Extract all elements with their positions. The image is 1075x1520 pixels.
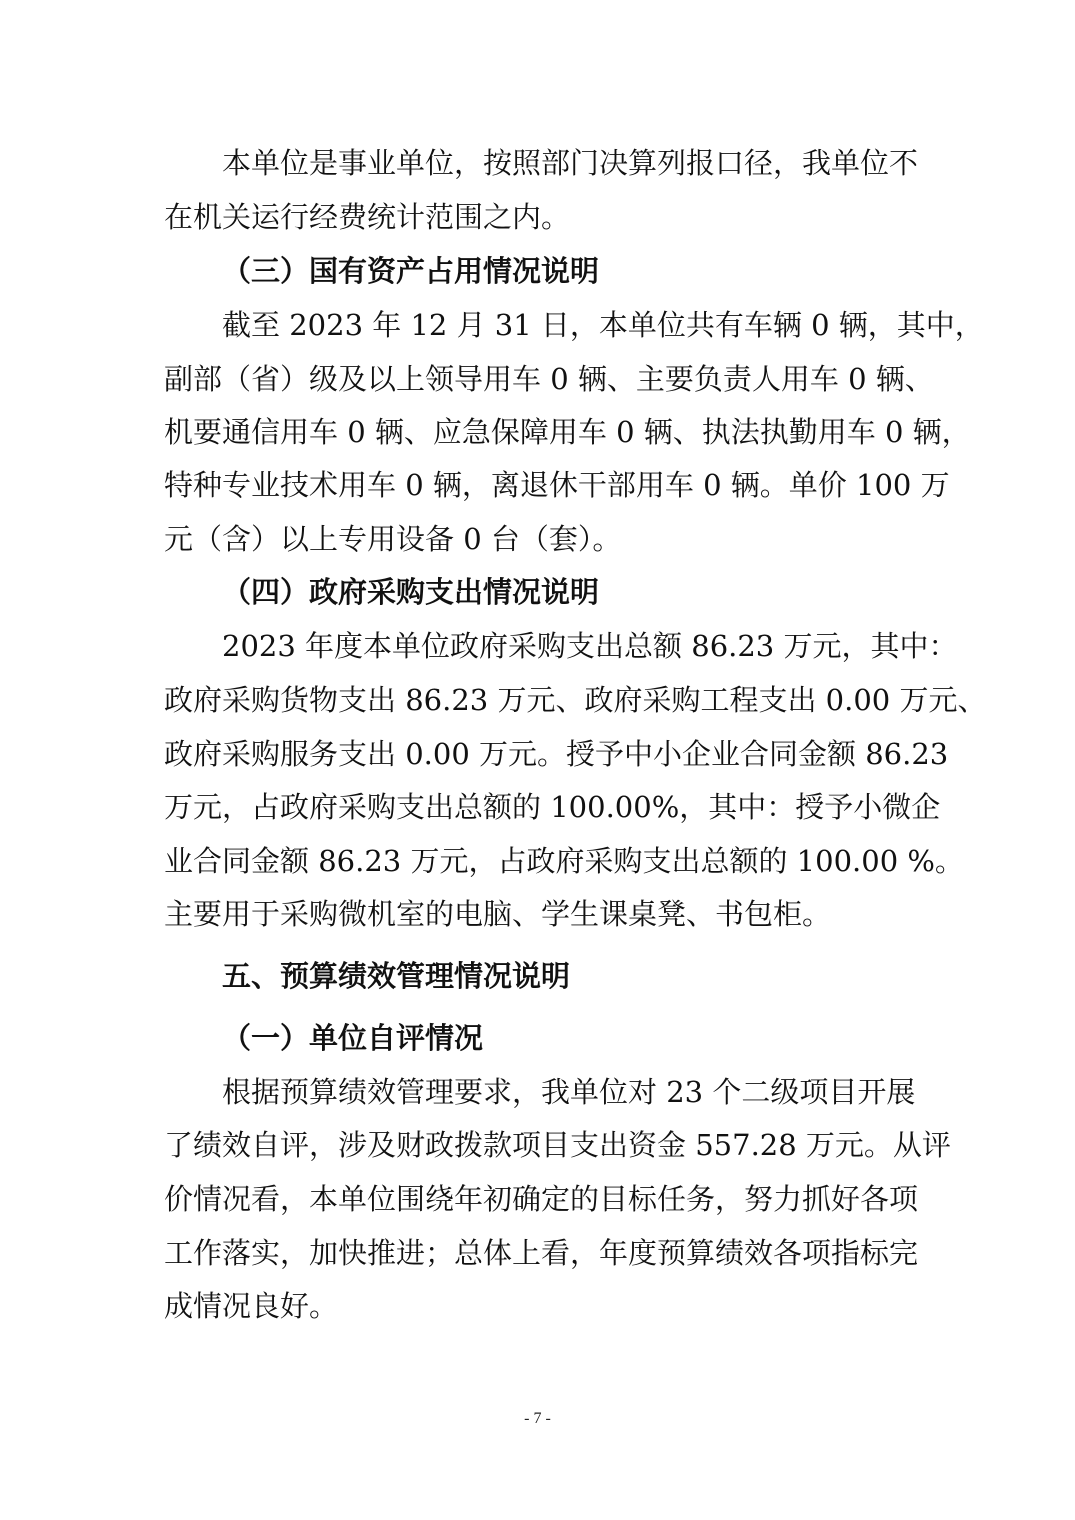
paragraph-line: 了绩效自评，涉及财政拨款项目支出资金 557.28 万元。从评 — [164, 1128, 951, 1162]
paragraph-line: 主要用于采购微机室的电脑、学生课桌凳、书包柜。 — [164, 897, 832, 931]
paragraph-line: 政府采购货物支出 86.23 万元、政府采购工程支出 0.00 万元、 — [164, 683, 987, 717]
paragraph-line: 成情况良好。 — [164, 1289, 339, 1323]
page-number: - 7 - — [524, 1410, 551, 1427]
paragraph-line: 业合同金额 86.23 万元，占政府采购支出总额的 100.00 %。 — [164, 844, 964, 878]
paragraph-line: 工作落实，加快推进；总体上看，年度预算绩效各项指标完 — [164, 1236, 919, 1270]
paragraph-line: 本单位是事业单位，按照部门决算列报口径，我单位不 — [222, 146, 919, 180]
paragraph-line: 特种专业技术用车 0 辆，离退休干部用车 0 辆。单价 100 万 — [164, 468, 950, 502]
paragraph-line: 万元，占政府采购支出总额的 100.00%，其中：授予小微企 — [164, 790, 941, 824]
paragraph-line: 副部（省）级及以上领导用车 0 辆、主要负责人用车 0 辆、 — [164, 362, 934, 396]
paragraph-line: 在机关运行经费统计范围之内。 — [164, 200, 571, 234]
paragraph-line: 根据预算绩效管理要求，我单位对 23 个二级项目开展 — [222, 1075, 916, 1109]
section-heading: （三）国有资产占用情况说明 — [222, 254, 600, 288]
section-heading: （四）政府采购支出情况说明 — [222, 575, 600, 609]
paragraph-line: 截至 2023 年 12 月 31 日，本单位共有车辆 0 辆，其中， — [222, 308, 984, 342]
paragraph-line: 元（含）以上专用设备 0 台（套）。 — [164, 522, 622, 556]
paragraph-line: 价情况看，本单位围绕年初确定的目标任务，努力抓好各项 — [164, 1182, 919, 1216]
paragraph-line: 机要通信用车 0 辆、应急保障用车 0 辆、执法执勤用车 0 辆， — [164, 415, 971, 449]
paragraph-line: 政府采购服务支出 0.00 万元。授予中小企业合同金额 86.23 — [164, 737, 949, 771]
section-heading: （一）单位自评情况 — [222, 1021, 484, 1055]
paragraph-line: 2023 年度本单位政府采购支出总额 86.23 万元，其中： — [222, 629, 958, 663]
chapter-heading: 五、预算绩效管理情况说明 — [222, 959, 571, 993]
